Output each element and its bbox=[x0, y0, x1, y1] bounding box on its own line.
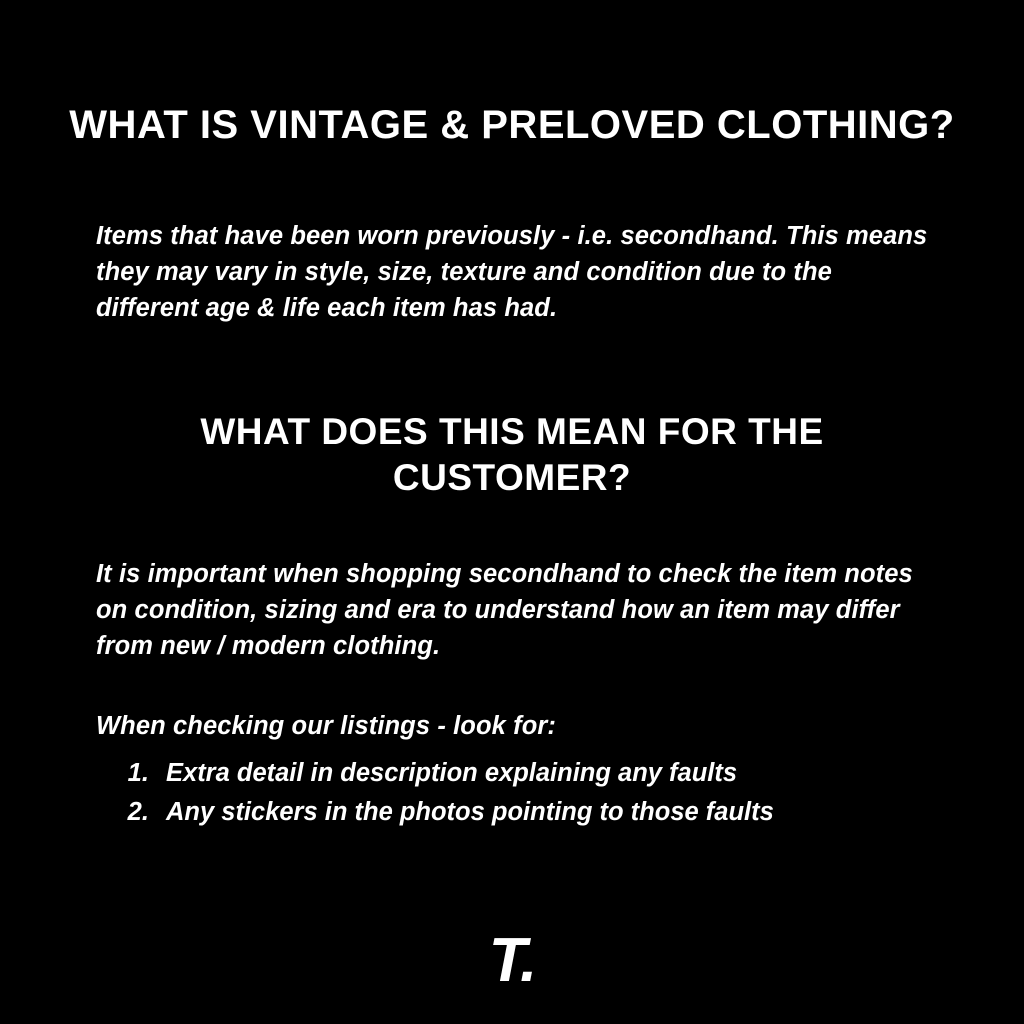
page-title: WHAT IS VINTAGE & PRELOVED CLOTHING? bbox=[69, 102, 955, 147]
list-item: 1. Extra detail in description explaining any faults bbox=[156, 754, 928, 793]
list-item: 2. Any stickers in the photos pointing to those faults bbox=[156, 793, 928, 832]
brand-logo: T. bbox=[488, 926, 536, 995]
checklist bbox=[116, 754, 928, 832]
customer-paragraph: It is important when shopping secondhand to check the item notes on condition, sizing and era to understand how an item may differ from new / modern clothing. bbox=[96, 559, 913, 660]
listings-prompt: When checking our listings - look for: bbox=[96, 711, 556, 740]
section-heading-customer: WHAT DOES THIS MEAN FOR THE CUSTOMER? bbox=[200, 410, 824, 498]
intro-paragraph: Items that have been worn previously - i.e. secondhand. This means they may vary in style, size, texture and condition due to the different age & life each item has had. bbox=[96, 221, 928, 322]
